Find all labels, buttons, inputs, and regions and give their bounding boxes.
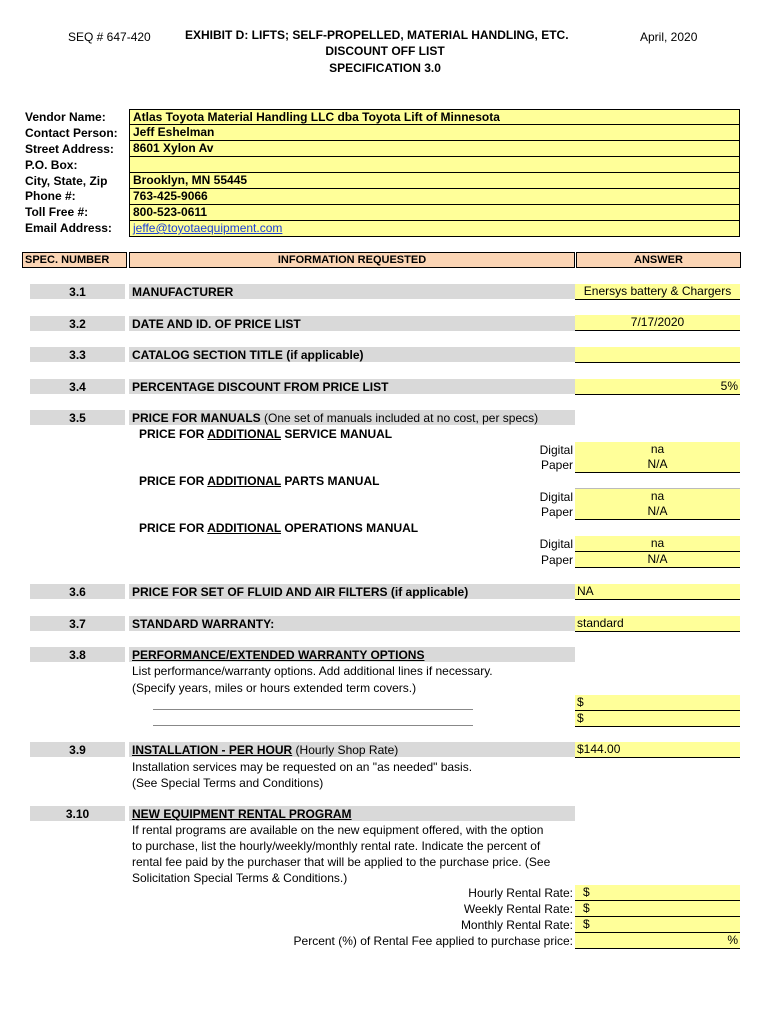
contact-person-label: Contact Person: — [25, 126, 118, 140]
standard-warranty-answer[interactable]: standard — [575, 616, 740, 632]
warranty-option-2-answer[interactable]: $ — [575, 711, 740, 727]
parts-manual-label: PRICE FOR ADDITIONAL PARTS MANUAL — [139, 474, 380, 488]
percentage-discount-answer[interactable]: 5% — [575, 379, 740, 395]
percent-rental-answer[interactable]: % — [575, 933, 740, 949]
spec-number-header: SPEC. NUMBER — [22, 252, 127, 268]
hourly-rental-label: Hourly Rental Rate: — [468, 886, 573, 900]
seq-number: SEQ # 647-420 — [68, 30, 151, 44]
email-address-label: Email Address: — [25, 221, 112, 235]
spec-number-3-10: 3.10 — [65, 807, 90, 821]
warranty-option-1-answer[interactable]: $ — [575, 695, 740, 711]
information-requested-header: INFORMATION REQUESTED — [129, 252, 575, 268]
answer-header: ANSWER — [576, 252, 741, 268]
spec-number-3-8: 3.8 — [69, 648, 86, 662]
installation-note: Installation services may be requested on an "as needed" basis. — [132, 760, 473, 774]
street-address-field[interactable]: 8601 Xylon Av — [129, 141, 740, 157]
installation-terms-note: (See Special Terms and Conditions) — [132, 776, 324, 790]
rental-program-text-4: Solicitation Special Terms & Conditions.) — [132, 871, 348, 885]
installation-label: INSTALLATION - PER HOUR (Hourly Shop Rate) — [132, 743, 399, 757]
rental-program-text-3: rental fee paid by the purchaser that will be applied to the purchase price. (See — [132, 855, 551, 869]
extended-warranty-label: PERFORMANCE/EXTENDED WARRANTY OPTIONS — [132, 648, 425, 662]
spec-title: SPECIFICATION 3.0 — [329, 61, 441, 75]
spec-number-3-6: 3.6 — [69, 585, 86, 599]
percent-rental-label: Percent (%) of Rental Fee applied to purchase price: — [293, 934, 573, 948]
standard-warranty-label: STANDARD WARRANTY: — [132, 617, 275, 631]
operations-digital-label: Digital — [539, 537, 573, 551]
service-digital-answer[interactable]: na — [575, 442, 740, 458]
rental-program-text-2: to purchase, list the hourly/weekly/monthly rental rate. Indicate the percent of — [132, 839, 541, 853]
spec-number-3-3: 3.3 — [69, 348, 86, 362]
po-box-label: P.O. Box: — [25, 158, 78, 172]
page-title: EXHIBIT D: LIFTS; SELF-PROPELLED, MATERIAL HANDLING, ETC. — [185, 28, 569, 42]
spec-number-3-7: 3.7 — [69, 617, 86, 631]
email-address-field[interactable] — [129, 221, 740, 237]
parts-digital-label: Digital — [539, 490, 573, 504]
extended-warranty-instructions: List performance/warranty options. Add additional lines if necessary. — [132, 664, 493, 678]
page-subtitle: DISCOUNT OFF LIST — [325, 44, 445, 58]
manuals-label: PRICE FOR MANUALS (One set of manuals included at no cost, per specs) — [132, 411, 539, 425]
spec-number-3-2: 3.2 — [69, 317, 86, 331]
spec-number-3-1: 3.1 — [69, 285, 86, 299]
contact-person-field[interactable]: Jeff Eshelman — [129, 125, 740, 141]
monthly-rental-answer[interactable]: $ — [575, 917, 740, 933]
manufacturer-label: MANUFACTURER — [132, 285, 234, 299]
parts-paper-label: Paper — [540, 505, 573, 519]
service-manual-label: PRICE FOR ADDITIONAL SERVICE MANUAL — [139, 427, 393, 441]
manufacturer-answer[interactable]: Enersys battery & Chargers — [575, 284, 740, 300]
weekly-rental-label: Weekly Rental Rate: — [463, 902, 573, 916]
phone-field[interactable]: 763-425-9066 — [129, 189, 740, 205]
filters-label: PRICE FOR SET OF FLUID AND AIR FILTERS (if applicable) — [132, 585, 469, 599]
service-paper-answer[interactable]: N/A — [575, 457, 740, 473]
document-date: April, 2020 — [640, 30, 698, 44]
price-list-date-answer[interactable]: 7/17/2020 — [575, 315, 740, 331]
operations-paper-answer[interactable]: N/A — [575, 552, 740, 568]
operations-paper-label: Paper — [540, 553, 573, 567]
phone-label: Phone #: — [25, 189, 76, 203]
filters-answer[interactable]: NA — [575, 584, 740, 600]
service-paper-label: Paper — [540, 458, 573, 472]
spec-number-3-9: 3.9 — [69, 743, 86, 757]
extended-warranty-note: (Specify years, miles or hours extended term covers.) — [132, 681, 417, 695]
vendor-name-field[interactable]: Atlas Toyota Material Handling LLC dba Toyota Lift of Minnesota — [129, 109, 740, 125]
price-list-date-label: DATE AND ID. OF PRICE LIST — [132, 317, 301, 331]
catalog-section-label: CATALOG SECTION TITLE (if applicable) — [132, 348, 364, 362]
street-address-label: Street Address: — [25, 142, 114, 156]
toll-free-label: Toll Free #: — [25, 205, 89, 219]
city-state-zip-field[interactable]: Brooklyn, MN 55445 — [129, 173, 740, 189]
monthly-rental-label: Monthly Rental Rate: — [460, 918, 573, 932]
parts-paper-answer[interactable]: N/A — [575, 504, 740, 520]
po-box-field[interactable] — [129, 157, 740, 173]
percentage-discount-label: PERCENTAGE DISCOUNT FROM PRICE LIST — [132, 380, 389, 394]
service-digital-label: Digital — [539, 443, 573, 457]
city-state-zip-label: City, State, Zip — [25, 174, 108, 188]
installation-rate-answer[interactable]: $144.00 — [575, 742, 740, 758]
rental-program-label: NEW EQUIPMENT RENTAL PROGRAM — [132, 807, 352, 821]
parts-digital-answer[interactable]: na — [575, 489, 740, 505]
operations-manual-label: PRICE FOR ADDITIONAL OPERATIONS MANUAL — [139, 521, 419, 535]
toll-free-field[interactable]: 800-523-0611 — [129, 205, 740, 221]
weekly-rental-answer[interactable]: $ — [575, 901, 740, 917]
spec-number-3-5: 3.5 — [69, 411, 86, 425]
hourly-rental-answer[interactable]: $ — [575, 885, 740, 901]
vendor-name-label: Vendor Name: — [25, 110, 106, 124]
spec-number-3-4: 3.4 — [69, 380, 86, 394]
rental-program-text-1: If rental programs are available on the new equipment offered, with the option — [132, 823, 544, 837]
email-link[interactable]: jeffe@toyotaequipment.com — [133, 221, 283, 235]
operations-digital-answer[interactable]: na — [575, 536, 740, 552]
catalog-section-answer[interactable] — [575, 347, 740, 363]
